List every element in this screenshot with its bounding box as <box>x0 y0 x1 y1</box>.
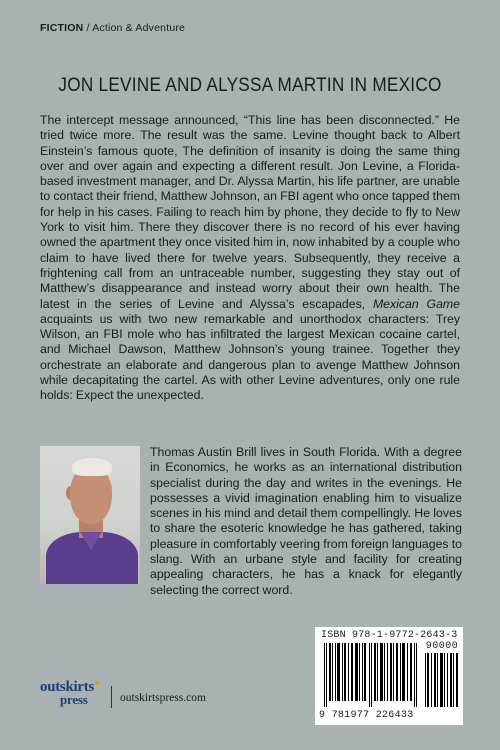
category-line <box>40 22 185 34</box>
ean-barcode-bars <box>324 643 420 707</box>
logo-top-text: outskirts <box>40 679 94 695</box>
publisher-logo <box>40 680 99 706</box>
ean-digits: 9 781977 226433 <box>319 710 414 721</box>
addon-barcode-bars <box>425 653 459 707</box>
book-blurb <box>40 113 460 404</box>
blurb-text-part1: The intercept message announced, “This line has been disconnected.” He tried twice more. The result was the same. Levine thought back to Albert Einstein’s famous quote, The definition of insanity is doing the same thing over and over again and expecting a different result. Jon Levine, a Florida-based investment manager, and Dr. Alyssa Martin, his life partner, are unable to contact their friend, Matthew Johnson, an FBI agent who once tapped them for help in his cases. Failing to reach him by phone, they decide to fly to New York to visit him. There they discover there is no record of his ever having owned the apartment they once visited him in, now inhabited by a couple who claim to have lived there for twelve years. Subsequently, they receive a frightening call from an untraceable number, suggesting they stay out of Matthew’s disappearance and instead worry about their own health. The latest in the series of Levine and Alyssa’s escapades, <box>40 113 460 311</box>
addon-code: 90000 <box>425 641 459 652</box>
isbn-label: ISBN 978-1-9772-2643-3 <box>321 630 458 641</box>
author-bio: Thomas Austin Brill lives in South Florida. With a degree in Economics, he works as an international distribution specialist during the day and writes in the evenings. He possesses a vivid imagination enabling him to visualize scenes in his mind and detail them compellingly. He loves to share the esoteric knowledge he has gathered, taking pleasure in comfortably veering from foreign languages to slang. With an urbane style and facility for creating appealing characters, he has a knack for elegantly selecting the correct word. <box>150 445 462 597</box>
blurb-text-part2: acquaints us with two new remarkable and unorthodox characters: Trey Wilson, an FBI mole who has infiltrated the largest Mexican cocaine cartel, and Michael Dawson, Matthew Johnson’s young trainee. Together they orchestrate an elaborate and dangerous plan to avenge Matthew Johnson while decapitating the cartel. As with other Levine adventures, only one rule holds: Expect the unexpected. <box>40 311 460 403</box>
subgenre-label: Action & Adventure <box>92 22 186 34</box>
publisher-url: outskirtspress.com <box>120 692 206 704</box>
logo-bottom-text: press <box>60 692 88 707</box>
cover-title: JON LEVINE AND ALYSSA MARTIN IN MEXICO <box>58 74 442 96</box>
genre-label: FICTION <box>40 22 84 34</box>
isbn-barcode <box>315 627 463 725</box>
author-photo <box>40 446 140 584</box>
blurb-book-title: Mexican Game <box>372 296 460 311</box>
category-separator: / <box>83 22 93 34</box>
logo-divider <box>111 686 112 708</box>
